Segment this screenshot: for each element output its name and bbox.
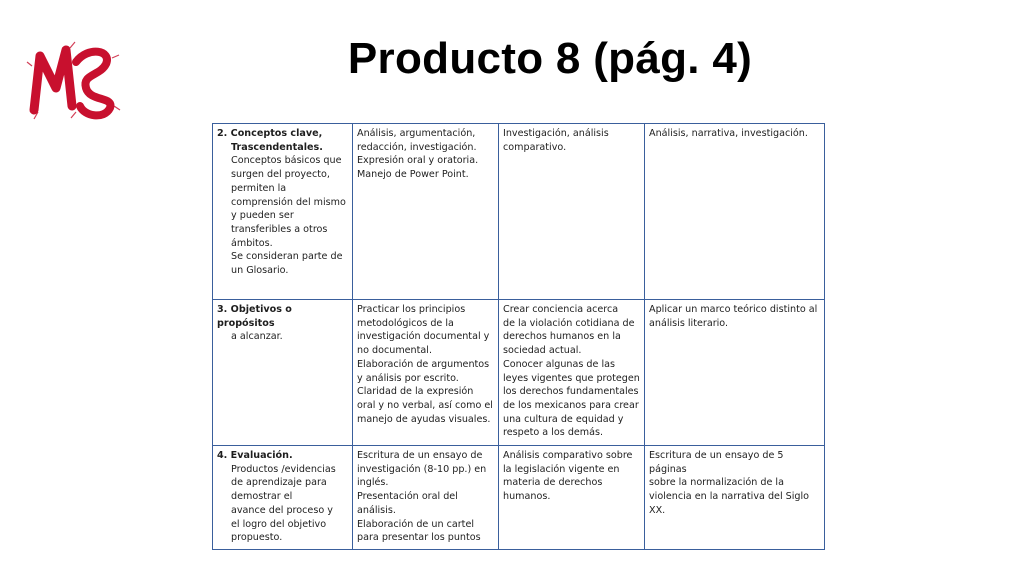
row-desc-line: transferibles a otros [231, 223, 328, 235]
cell-line: sobre la normalización de la [649, 477, 784, 489]
table-cell [499, 124, 645, 300]
cell-line: leyes vigentes que protegen [503, 372, 640, 384]
cell-line: Escritura de un ensayo de 5 páginas [649, 450, 784, 475]
table-cell [645, 446, 825, 550]
cell-line: Conocer algunas de las [503, 358, 615, 370]
table-row [213, 124, 825, 300]
cell-line: Expresión oral y oratoria. [357, 155, 479, 167]
cell-line: de la violación cotidiana de [503, 317, 635, 329]
row-desc-line: avance del proceso y [231, 504, 333, 516]
cell-line: Análisis, argumentación, [357, 128, 476, 139]
row-header-evaluacion [213, 446, 353, 550]
row-desc-line: el logro del objetivo [231, 518, 327, 530]
cell-line: comparativo. [503, 141, 567, 153]
page-title: Producto 8 (pág. 4) [347, 34, 753, 83]
cell-line: violencia en la narrativa del Siglo [649, 491, 810, 503]
row-number: 2. [217, 128, 228, 139]
table-cell [645, 300, 825, 446]
cell-line: Manejo de Power Point. [357, 169, 469, 181]
row-desc-line: surgen del proyecto, [231, 169, 330, 181]
cell-line: Aplicar un marco teórico distinto al [649, 304, 818, 315]
cell-line: XX. [649, 504, 666, 516]
table-cell [353, 446, 499, 550]
product-table [212, 123, 825, 550]
row-header-objetivos [213, 300, 353, 446]
cell-line: Crear conciencia acerca [503, 304, 619, 315]
cell-line: Presentación oral del [357, 491, 458, 503]
cell-line: Claridad de la expresión [357, 386, 474, 398]
table-cell [353, 124, 499, 300]
row-number: 3. [217, 304, 228, 315]
row-desc-line: permiten la [231, 182, 287, 194]
cell-line: de los mexicanos para crear [503, 399, 639, 411]
row-desc-line: Conceptos básicos que [231, 155, 342, 167]
cell-line: manejo de ayudas visuales. [357, 413, 491, 425]
cell-line: y análisis por escrito. [357, 372, 459, 384]
cell-line: análisis literario. [649, 317, 729, 329]
cell-line: Análisis comparativo sobre [503, 450, 633, 461]
cell-line: metodológicos de la [357, 317, 454, 329]
row-desc-line: Productos /evidencias [231, 463, 336, 475]
table-cell [645, 124, 825, 300]
cell-line: Elaboración de un cartel [357, 518, 475, 530]
row-desc-line: y pueden ser [231, 210, 294, 222]
cell-line: investigación (8-10 pp.) en [357, 463, 487, 475]
cell-line: humanos. [503, 491, 551, 503]
logo-text: MS [26, 36, 28, 37]
row-desc-line: demostrar el [231, 491, 293, 503]
row-desc-line: Se consideran parte de [231, 251, 343, 263]
cell-line: respeto a los demás. [503, 427, 604, 439]
cell-line: redacción, investigación. [357, 141, 477, 153]
row-header-conceptos [213, 124, 353, 300]
cell-line: análisis. [357, 504, 396, 516]
row-title: Objetivos o propósitos [217, 304, 292, 329]
row-desc-line: un Glosario. [231, 265, 289, 277]
cell-line: sociedad actual. [503, 345, 582, 357]
row-number: 4. [217, 450, 228, 461]
cell-line: una cultura de equidad y [503, 413, 624, 425]
table-row [213, 300, 825, 446]
row-title: Trascendentales. [231, 141, 323, 153]
cell-line: Análisis, narrativa, investigación. [649, 128, 808, 139]
table-cell [499, 446, 645, 550]
row-title: Conceptos clave, [230, 128, 323, 139]
cell-line: Escritura de un ensayo de [357, 450, 483, 461]
brand-logo [26, 36, 122, 122]
row-desc-line: de aprendizaje para [231, 477, 327, 489]
cell-line: no documental. [357, 345, 432, 357]
row-desc-line: propuesto. [231, 532, 283, 544]
cell-line: investigación documental y [357, 331, 490, 343]
table-cell [499, 300, 645, 446]
cell-line: para presentar los puntos [357, 532, 481, 544]
cell-line: Practicar los principios [357, 304, 466, 315]
cell-line: derechos humanos en la [503, 331, 621, 343]
cell-line: inglés. [357, 477, 389, 489]
table-cell [353, 300, 499, 446]
cell-line: Investigación, análisis [503, 128, 609, 139]
row-desc-line: ámbitos. [231, 237, 273, 249]
row-desc-line: a alcanzar. [231, 331, 283, 343]
table-row [213, 446, 825, 550]
cell-line: los derechos fundamentales [503, 386, 639, 398]
row-desc-line: comprensión del mismo [231, 196, 346, 208]
cell-line: la legislación vigente en [503, 463, 620, 475]
row-title: Evaluación. [230, 450, 293, 461]
cell-line: Elaboración de argumentos [357, 358, 490, 370]
cell-line: materia de derechos [503, 477, 603, 489]
cell-line: oral y no verbal, así como el [357, 399, 493, 411]
